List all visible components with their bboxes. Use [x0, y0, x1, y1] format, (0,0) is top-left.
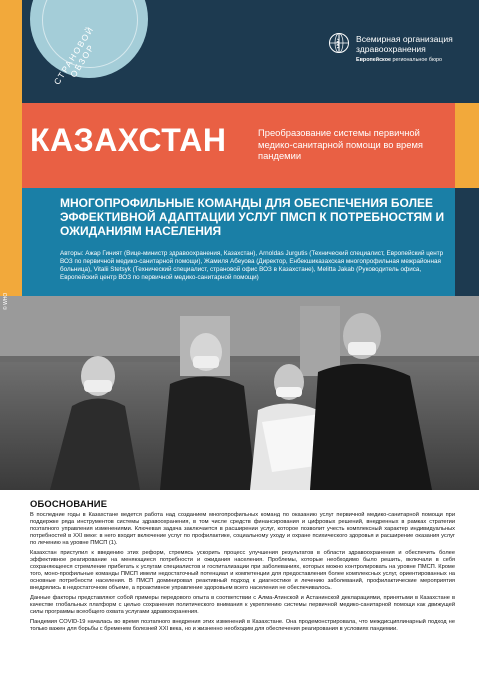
team-photo [0, 296, 479, 490]
paragraph-4: Пандемия COVID-19 началась во время поэтапного внедрения этих изменений в Казахстане. Она продемонстрировала, что междисциплинарный подход не только важен для борьбы с бременем болезней XXI века, но и жизненно необходим для обеспечения реагирования в условиях пандемии. [30, 618, 455, 632]
authors-list: Авторы: Ажар Гиният (Вице-министр здравоохранения, Казахстан), Arnoldas Jurgutis (Технический специалист, Европейский центр ВОЗ по первичной медико-санитарной помощи), Жамиля Абеуова (Директор, Енбекшиказахская многопрофильная межрайонная больница), Vitalii Stetsyk (Технический специалист, страновой офис ВОЗ в Казахстане), Melitta Jakab (Руководитель офиса, Европейский центр ВОЗ по первичной медико-санитарной помощи) [60, 250, 444, 281]
article-heading: МНОГОПРОФИЛЬНЫЕ КОМАНДЫ ДЛЯ ОБЕСПЕЧЕНИЯ БОЛЕЕ ЭФФЕКТИВНОЙ АДАПТАЦИИ УСЛУГ ПМСП К ПОТРЕБНОСТЯМ И ОЖИДАНИЯМ НАСЕЛЕНИЯ [60, 196, 445, 238]
who-emblem-icon [328, 32, 350, 54]
paragraph-1: В последние годы в Казахстане ведется работа над созданием многопрофильных команд по оказанию услуг первичной медико-санитарной помощи при поддержке ряда инструментов системы здравоохранения, в том числе средств финансирования и цифровых решений, внедренных в рамках стратегии поэтапного управления изменениями. Ключевая задача заключается в расширении услуг, которое позволит учесть комплексный характер индивидуальных потребностей в XXI веке: в него входит включение услуг по профилактике, социальному уходу и охране психического здоровья и расширение оказания услуг по лечению на уровне ПМСП (1). [30, 512, 455, 546]
gold-stripe-left [0, 103, 22, 188]
country-title: КАЗАХСТАН [30, 122, 227, 158]
who-region-suffix: региональное бюро [392, 57, 442, 63]
rationale-section [30, 498, 455, 636]
gold-stripe-right [455, 103, 479, 188]
gold-stripe-left-2 [0, 188, 22, 296]
section-title: ОБОСНОВАНИЕ [30, 498, 108, 509]
photo-credit: © WHO [3, 292, 9, 310]
report-subtitle: Преобразование системы первичной медико-санитарной помощи во время пандемии [258, 127, 423, 162]
who-regional-office [356, 57, 442, 63]
badge-label: СТРАНОВОЙ ОБЗОР [51, 24, 97, 87]
paragraph-2: Казахстан приступил к введению этих реформ, стремясь ускорить процесс улучшения результатов в области здравоохранения и обеспечить более эффективное реагирование на меняющиеся потребности и ожидания населения. Проблемы, которые необходимо было решить, включали в себя сохраняющееся стремление прибегать к услугам специалистов и госпитализации при заболеваниях, которых можно контролировать на уровне ПМСП. Кроме того, моно-профильные команды ПМСП имели недостаточный потенциал и компетенции для предоставления более комплексных услуг, ориентированных на основные потребности населения. В ПМСП доминировал реактивный подход к диагностике и лечению заболеваний, профилактические мероприятия внедрялись в недостаточном объеме, а проактивное управление здоровьем всего населения не обеспечивалось. [30, 549, 455, 591]
gold-stripe [0, 0, 22, 103]
paragraph-3: Данные факторы представляют собой примеры передового опыта в соответствии с Алма-Атинской и Астанинской декларациями, принятыми в Казахстане в качестве глобальных платформ с целью сохранения политического внимания к укреплению системы первичной медико-санитарной помощи как движущей силы программы всеобщего охвата услугами здравоохранения. [30, 594, 455, 615]
header-band [0, 0, 479, 103]
navy-stripe-right [455, 188, 479, 296]
who-organization-name: Всемирная организация здравоохранения [356, 34, 453, 54]
who-region-name: Европейское [356, 57, 391, 63]
team-photo-image [0, 296, 479, 490]
